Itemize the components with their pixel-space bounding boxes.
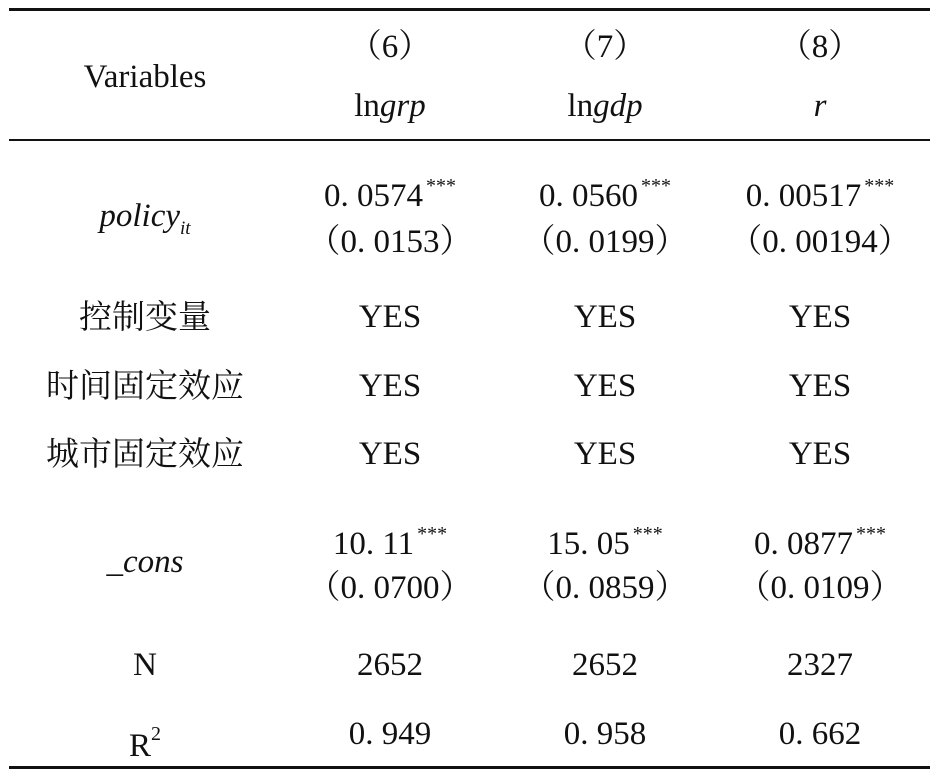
column-varname: lngdp: [567, 88, 643, 124]
value-cell: YES: [573, 436, 637, 472]
column-number: （6）: [348, 29, 432, 65]
coef-cell: 0. 0877 ***: [754, 523, 886, 562]
value-cell: YES: [788, 436, 852, 472]
coef-cell: 0. 0574 ***: [324, 175, 456, 214]
row-label-n: N: [133, 647, 157, 683]
row-label-cons: _cons: [106, 544, 184, 580]
value-cell: 2652: [357, 647, 423, 683]
se-cell: （0. 00194）: [729, 224, 911, 260]
column-number: （7）: [563, 29, 647, 65]
se-cell: （0. 0199）: [522, 224, 688, 260]
coef-cell: 10. 11 ***: [332, 523, 448, 562]
se-cell: （0. 0700）: [307, 570, 473, 606]
value-cell: YES: [573, 368, 637, 404]
se-cell: （0. 0153）: [307, 224, 473, 260]
row-label-city-fe: 城市固定效应: [46, 434, 244, 473]
value-cell: 0. 662: [778, 716, 862, 752]
value-cell: YES: [358, 299, 422, 335]
header-rule: [9, 139, 930, 141]
value-cell: 2652: [572, 647, 638, 683]
value-cell: 0. 949: [348, 716, 432, 752]
se-cell: （0. 0109）: [737, 570, 903, 606]
coef-cell: 0. 0560 ***: [539, 175, 671, 214]
value-cell: YES: [788, 368, 852, 404]
row-label-policy: policy$_{it}$: [99, 198, 191, 239]
se-cell: （0. 0859）: [522, 570, 688, 606]
row-label-r2: $R^2$: [128, 723, 161, 764]
value-cell: YES: [788, 299, 852, 335]
coef-cell: 15. 05 ***: [547, 523, 663, 562]
variables-header: Variables: [83, 59, 207, 95]
value-cell: 0. 958: [563, 716, 647, 752]
coef-cell: 0. 00517 ***: [745, 175, 895, 214]
value-cell: YES: [573, 299, 637, 335]
value-cell: YES: [358, 436, 422, 472]
row-label-controls: 控制变量: [79, 297, 211, 336]
row-label-time-fe: 时间固定效应: [46, 366, 244, 405]
column-number: （8）: [778, 29, 862, 65]
value-cell: 2327: [787, 647, 853, 683]
column-varname: lngrp: [354, 88, 426, 124]
bottom-rule: [9, 766, 930, 769]
value-cell: YES: [358, 368, 422, 404]
column-varname: r: [813, 88, 827, 124]
top-rule: [9, 8, 930, 11]
